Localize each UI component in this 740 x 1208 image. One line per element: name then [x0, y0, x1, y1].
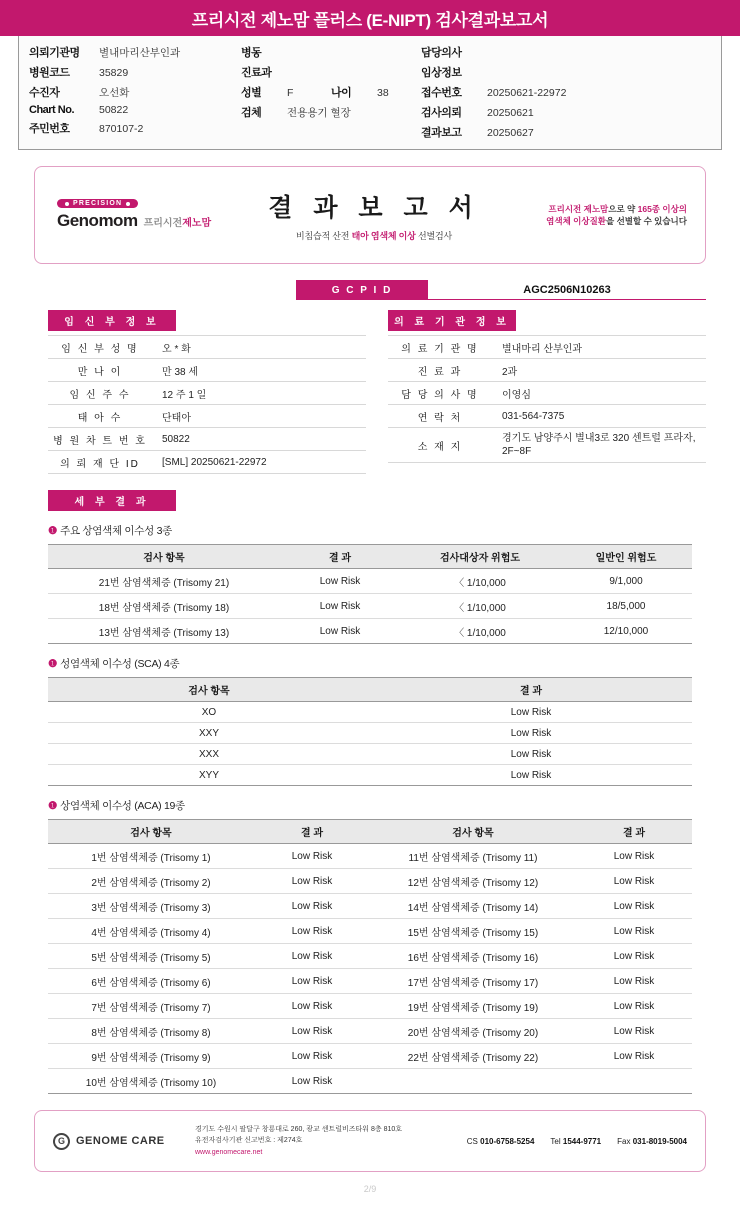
table-row — [388, 336, 706, 359]
group3-table — [48, 819, 692, 1094]
cell-result: Low Risk — [576, 944, 692, 969]
cell-item: 6번 삼염색체증 (Trisomy 6) — [48, 969, 254, 994]
report-title-zone — [231, 188, 517, 242]
subtitle-post: 선별검사 — [415, 231, 452, 241]
row-key: 연 락 처 — [388, 405, 492, 428]
header-field — [29, 120, 241, 136]
row-key: 소 재 지 — [388, 428, 492, 463]
group1-table — [48, 544, 692, 644]
header-label: 담당의사 — [421, 47, 462, 59]
header-value-age: 38 — [377, 87, 389, 99]
cell-result: Low Risk — [576, 919, 692, 944]
cell-item: 2번 삼염색체증 (Trisomy 2) — [48, 869, 254, 894]
table-row — [48, 428, 366, 451]
column-header: 검사 항목 — [48, 545, 280, 569]
cell-result: Low Risk — [280, 594, 400, 619]
detail-result-section — [48, 490, 740, 511]
row-key: 만 나 이 — [48, 359, 152, 382]
bullet-icon: ❶ — [48, 800, 58, 812]
bullet-icon: ❶ — [48, 525, 58, 537]
header-value: 20250621-22972 — [487, 87, 567, 99]
cell-result: Low Risk — [254, 1069, 370, 1094]
tagline-disease: 염색체 이상질환 — [546, 216, 606, 226]
row-value: 경기도 남양주시 별내3로 320 센트럴 프라자, 2F~8F — [492, 428, 706, 463]
cell-result: Low Risk — [254, 994, 370, 1019]
brand-name-kr-pink: 제노맘 — [182, 218, 212, 229]
header-field — [421, 84, 711, 100]
footer-tel-value: 1544-9771 — [562, 1136, 602, 1146]
table-row — [48, 894, 692, 919]
hospital-info-header: 의 료 기 관 정 보 — [388, 310, 516, 331]
header-field — [29, 64, 241, 80]
cell-result: Low Risk — [280, 569, 400, 594]
cell-item: 13번 삼염색체증 (Trisomy 13) — [48, 619, 280, 644]
footer-address — [195, 1124, 405, 1158]
group2-heading-text: 성염색체 이수성 (SCA) 4종 — [60, 658, 180, 670]
cell-item: 8번 삼염색체증 (Trisomy 8) — [48, 1019, 254, 1044]
header-label: 검사의뢰 — [421, 107, 462, 119]
cell-item: 17번 삼염색체증 (Trisomy 17) — [370, 969, 576, 994]
cell-item: 10번 삼염색체증 (Trisomy 10) — [48, 1069, 254, 1094]
cell-patient-risk: 〈 1/10,000 — [400, 619, 560, 644]
table-row — [388, 382, 706, 405]
cell-result: Low Risk — [576, 844, 692, 869]
cell-population-risk: 12/10,000 — [560, 619, 692, 644]
header-column-1 — [29, 44, 241, 140]
tagline-count: 165종 이상의 — [637, 203, 687, 214]
cell-item: 9번 삼염색체증 (Trisomy 9) — [48, 1044, 254, 1069]
row-value: 2과 — [492, 359, 706, 382]
row-key: 임 신 주 수 — [48, 382, 152, 405]
cell-item: XO — [48, 702, 370, 723]
detail-result-header: 세 부 결 과 — [48, 490, 176, 511]
column-header: 검사 항목 — [48, 678, 370, 702]
banner-title: 프리시전 제노맘 플러스 (E-NIPT) 검사결과보고서 — [191, 10, 549, 30]
cell-item: 22번 삼염색체증 (Trisomy 22) — [370, 1044, 576, 1069]
row-value: 이영심 — [492, 382, 706, 405]
patient-header-box — [18, 36, 722, 150]
gcp-id-label: G C P I D — [296, 280, 428, 300]
header-value: 오선화 — [99, 87, 130, 99]
header-label: 주민번호 — [29, 123, 70, 135]
table-row — [48, 1044, 692, 1069]
row-key: 병 원 차 트 번 호 — [48, 428, 152, 451]
table-row — [48, 569, 692, 594]
page-subtitle — [231, 229, 517, 242]
table-row — [48, 336, 366, 359]
footer-tel — [550, 1137, 601, 1146]
cell-item: 16번 삼염색체증 (Trisomy 16) — [370, 944, 576, 969]
cell-result: Low Risk — [576, 869, 692, 894]
cell-item: 18번 삼염색체증 (Trisomy 18) — [48, 594, 280, 619]
subtitle-pre: 비침습적 산전 — [296, 231, 352, 241]
cell-result: Low Risk — [254, 969, 370, 994]
bullet-icon: ❶ — [48, 658, 58, 670]
row-key: 진 료 과 — [388, 359, 492, 382]
group2-table — [48, 677, 692, 786]
header-label: 진료과 — [241, 67, 272, 79]
cell-item: 11번 삼염색체증 (Trisomy 11) — [370, 844, 576, 869]
cell-population-risk: 9/1,000 — [560, 569, 692, 594]
row-value: 031-564-7375 — [492, 405, 706, 428]
cell-item: 14번 삼염색체증 (Trisomy 14) — [370, 894, 576, 919]
cell-result: Low Risk — [576, 994, 692, 1019]
cell-result: Low Risk — [280, 619, 400, 644]
header-value: 별내마리산부인과 — [99, 47, 181, 59]
pregnant-info-header: 임 신 부 정 보 — [48, 310, 176, 331]
footer-cs-label: CS — [466, 1136, 478, 1146]
cell-result: Low Risk — [254, 844, 370, 869]
tagline-mid: 으로 약 — [608, 203, 638, 214]
footer-address-line-1: 경기도 수원시 팔달구 창룡대로 260, 광교 센트럴비즈타워 8층 810호 — [195, 1126, 403, 1134]
header-label: 수진자 — [29, 87, 60, 99]
header-field — [421, 64, 711, 80]
footer-card — [34, 1110, 706, 1172]
cell-item — [370, 1069, 576, 1094]
row-key: 임 신 부 성 명 — [48, 336, 152, 359]
cell-item: 15번 삼염색체증 (Trisomy 15) — [370, 919, 576, 944]
cell-item: 21번 삼염색체증 (Trisomy 21) — [48, 569, 280, 594]
column-header: 결 과 — [280, 545, 400, 569]
group3-heading-text: 상염색체 이수성 (ACA) 19종 — [60, 800, 185, 812]
header-field — [421, 44, 711, 60]
cell-patient-risk: 〈 1/10,000 — [400, 569, 560, 594]
table-row — [48, 382, 366, 405]
header-column-3 — [421, 44, 711, 140]
column-header: 결 과 — [576, 820, 692, 844]
header-label-age: 나이 — [331, 87, 352, 99]
brand-logo — [35, 199, 231, 231]
cell-item: 4번 삼염색체증 (Trisomy 4) — [48, 919, 254, 944]
footer-contacts — [405, 1137, 705, 1146]
info-panels — [48, 310, 706, 474]
cell-result: Low Risk — [576, 969, 692, 994]
cell-item: 19번 삼염색체증 (Trisomy 19) — [370, 994, 576, 1019]
column-header: 검사 항목 — [48, 820, 254, 844]
header-value: 35829 — [99, 67, 129, 79]
cell-result: Low Risk — [576, 1019, 692, 1044]
table-row — [48, 405, 366, 428]
row-value: 50822 — [152, 428, 366, 451]
brand-name-kr — [144, 214, 212, 229]
table-header-row — [48, 545, 692, 569]
row-value: 별내마리 산부인과 — [492, 336, 706, 359]
row-key: 담 당 의 사 명 — [388, 382, 492, 405]
tagline-line-2 — [517, 215, 687, 227]
group3-heading — [48, 798, 740, 813]
cell-item: XYY — [48, 765, 370, 786]
table-row — [48, 744, 692, 765]
footer-fax-label: Fax — [617, 1136, 631, 1146]
group2-heading — [48, 656, 740, 671]
table-row — [48, 765, 692, 786]
cell-patient-risk: 〈 1/10,000 — [400, 594, 560, 619]
header-value: F — [287, 87, 294, 99]
cell-item: 7번 삼염색체증 (Trisomy 7) — [48, 994, 254, 1019]
header-field — [29, 84, 241, 100]
cell-item: XXX — [48, 744, 370, 765]
brand-name-row — [57, 211, 231, 231]
header-label: 접수번호 — [421, 87, 462, 99]
table-row — [48, 844, 692, 869]
table-row — [48, 723, 692, 744]
cell-result: Low Risk — [576, 894, 692, 919]
cell-result: Low Risk — [576, 1044, 692, 1069]
footer-fax-value: 031-8019-5004 — [632, 1136, 687, 1146]
hospital-info-panel — [388, 310, 706, 474]
header-field — [421, 124, 711, 140]
row-value: [SML] 20250621-22972 — [152, 451, 366, 474]
table-row — [48, 944, 692, 969]
header-field — [29, 44, 241, 60]
pregnant-info-panel — [48, 310, 366, 474]
footer-logo-text: GENOME CARE — [76, 1135, 165, 1147]
group1-heading-text: 주요 상염색체 이수성 3종 — [60, 525, 172, 537]
row-key: 의 뢰 재 단 ID — [48, 451, 152, 474]
table-header-row — [48, 678, 692, 702]
tagline-post: 을 선별할 수 있습니다 — [606, 216, 687, 226]
header-label: Chart No. — [29, 104, 74, 116]
cell-result: Low Risk — [254, 894, 370, 919]
table-row — [48, 594, 692, 619]
cell-result: Low Risk — [254, 1044, 370, 1069]
cell-item: 3번 삼염색체증 (Trisomy 3) — [48, 894, 254, 919]
footer-tel-label: Tel — [550, 1136, 561, 1146]
table-row — [48, 359, 366, 382]
page-banner — [0, 0, 740, 36]
row-value: 오 * 화 — [152, 336, 366, 359]
precision-pill-label: PRECISION — [73, 200, 123, 207]
cell-item: 1번 삼염색체증 (Trisomy 1) — [48, 844, 254, 869]
table-row — [48, 1069, 692, 1094]
header-field-gender-age — [241, 84, 421, 100]
table-header-row — [48, 820, 692, 844]
table-row — [48, 451, 366, 474]
hospital-info-table — [388, 335, 706, 463]
gcp-id-value: AGC2506N10263 — [428, 280, 706, 300]
header-label: 의뢰기관명 — [29, 47, 80, 59]
brand-name: Genomom — [57, 211, 138, 230]
cell-result: Low Risk — [370, 723, 692, 744]
cell-item: XXY — [48, 723, 370, 744]
column-header: 검사 항목 — [370, 820, 576, 844]
pregnant-info-table — [48, 335, 366, 474]
footer-cs-value: 010-6758-5254 — [480, 1136, 535, 1146]
row-value: 만 38 세 — [152, 359, 366, 382]
pill-dot-left-icon — [65, 202, 69, 206]
gcp-id-row — [296, 280, 706, 300]
header-value: 전용용기 혈장 — [287, 107, 351, 119]
header-value: 50822 — [99, 104, 129, 116]
cell-result: Low Risk — [370, 765, 692, 786]
table-row — [48, 919, 692, 944]
cell-result: Low Risk — [254, 869, 370, 894]
header-value: 20250627 — [487, 127, 534, 139]
row-value: 12 주 1 일 — [152, 382, 366, 405]
header-value: 20250621 — [487, 107, 534, 119]
row-key: 의 료 기 관 명 — [388, 336, 492, 359]
table-row — [48, 1019, 692, 1044]
row-value: 단태아 — [152, 405, 366, 428]
header-field — [241, 44, 421, 60]
column-header: 일반인 위험도 — [560, 545, 692, 569]
header-label: 결과보고 — [421, 127, 462, 139]
brand-name-kr-gray: 프리시전 — [143, 218, 183, 229]
table-row — [388, 428, 706, 463]
cell-result — [576, 1069, 692, 1094]
header-label: 병동 — [241, 47, 262, 59]
footer-fax — [617, 1137, 687, 1146]
cell-result: Low Risk — [370, 702, 692, 723]
page-title: 결 과 보 고 서 — [268, 194, 480, 222]
header-label: 성별 — [241, 87, 262, 99]
footer-logo — [35, 1133, 195, 1150]
report-title-card — [34, 166, 706, 264]
header-value: 870107-2 — [99, 123, 144, 135]
page-number: 2/9 — [363, 1184, 377, 1194]
precision-pill — [57, 199, 138, 208]
header-field — [241, 64, 421, 80]
genome-care-logo-icon: G — [53, 1133, 70, 1150]
cell-result: Low Risk — [254, 944, 370, 969]
subtitle-highlight: 태아 염색체 이상 — [351, 231, 416, 241]
cell-result: Low Risk — [254, 1019, 370, 1044]
table-row — [48, 869, 692, 894]
column-header: 결 과 — [254, 820, 370, 844]
cell-result: Low Risk — [254, 919, 370, 944]
tagline-brand: 프리시전 제노맘 — [548, 203, 609, 214]
cell-item: 12번 삼염색체증 (Trisomy 12) — [370, 869, 576, 894]
row-key: 태 아 수 — [48, 405, 152, 428]
footer-url[interactable]: www.genomecare.net — [195, 1148, 263, 1156]
table-row — [48, 994, 692, 1019]
header-label: 병원코드 — [29, 67, 70, 79]
group1-heading — [48, 523, 740, 538]
cell-item: 5번 삼염색체증 (Trisomy 5) — [48, 944, 254, 969]
column-header: 검사대상자 위험도 — [400, 545, 560, 569]
header-column-2 — [241, 44, 421, 140]
footer-cs — [467, 1137, 535, 1146]
cell-result: Low Risk — [370, 744, 692, 765]
table-row — [48, 619, 692, 644]
footer-address-line-2: 유전자검사기관 신고번호 : 제274호 — [195, 1137, 303, 1145]
table-row — [388, 405, 706, 428]
header-field — [421, 104, 711, 120]
header-label: 임상정보 — [421, 67, 462, 79]
table-row — [388, 359, 706, 382]
table-row — [48, 969, 692, 994]
header-field — [29, 104, 241, 116]
header-label: 검체 — [241, 107, 262, 119]
tagline-line-1 — [517, 203, 687, 215]
cell-item: 20번 삼염색체증 (Trisomy 20) — [370, 1019, 576, 1044]
report-tagline — [517, 203, 705, 228]
cell-population-risk: 18/5,000 — [560, 594, 692, 619]
header-field — [241, 104, 421, 120]
table-row — [48, 702, 692, 723]
column-header: 결 과 — [370, 678, 692, 702]
pill-dot-right-icon — [126, 202, 130, 206]
